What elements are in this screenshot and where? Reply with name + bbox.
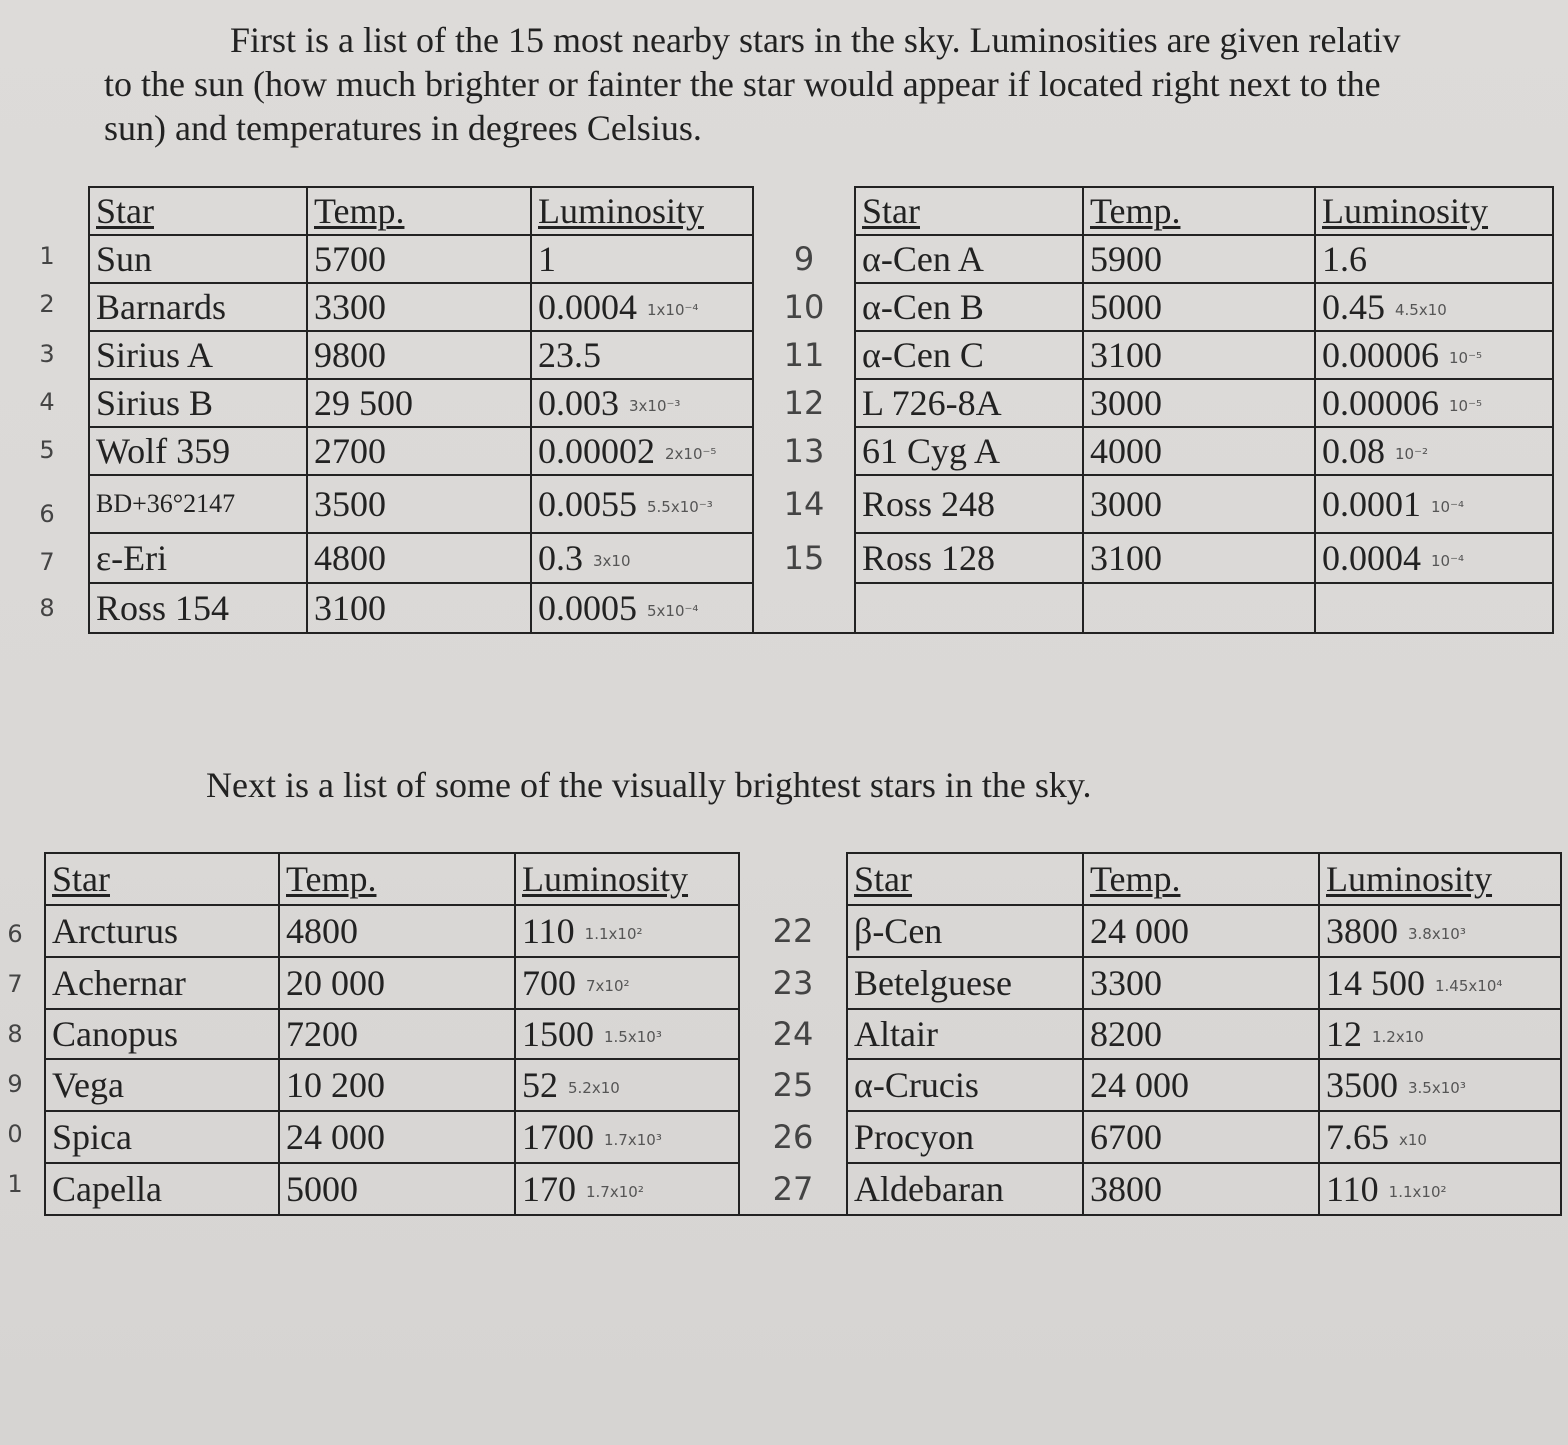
handwritten-note: 1.1x10² <box>1388 1183 1447 1202</box>
header-star: Star <box>89 187 307 235</box>
handwritten-note: 10⁻⁵ <box>1449 349 1483 368</box>
star-name: Barnards <box>89 283 307 331</box>
margin-number: 8 <box>39 594 55 622</box>
handwritten-note: 4.5x10 <box>1395 301 1447 320</box>
handwritten-note: 10⁻⁴ <box>1431 498 1465 517</box>
star-luminosity <box>531 379 753 427</box>
handwritten-note: x10 <box>1399 1131 1427 1150</box>
lum-value: 7.65 <box>1326 1117 1389 1157</box>
row-index: 27 <box>739 1163 847 1215</box>
star-temp: 8200 <box>1083 1009 1319 1059</box>
star-luminosity <box>1315 475 1553 533</box>
star-name: Wolf 359 <box>89 427 307 475</box>
star-temp: 10 200 <box>279 1059 515 1111</box>
handwritten-note: 3.8x10³ <box>1408 925 1466 944</box>
intro-paragraph <box>104 18 1564 150</box>
table-row <box>89 235 1553 283</box>
star-luminosity <box>515 1059 739 1111</box>
index-column-cell <box>753 187 855 235</box>
handwritten-note: 1.5x10³ <box>604 1028 662 1047</box>
row-index: 26 <box>739 1111 847 1163</box>
star-name: Ross 248 <box>855 475 1083 533</box>
star-name: α-Crucis <box>847 1059 1083 1111</box>
table-row <box>45 905 1561 957</box>
header-luminosity: Luminosity <box>1319 853 1561 905</box>
margin-number: 8 <box>7 1020 23 1048</box>
header-star: Star <box>855 187 1083 235</box>
star-name: Altair <box>847 1009 1083 1059</box>
lum-value: 0.00006 <box>1322 383 1439 423</box>
lum-value: 23.5 <box>538 335 601 375</box>
star-temp: 4800 <box>307 533 531 583</box>
star-luminosity <box>531 583 753 633</box>
star-luminosity <box>531 533 753 583</box>
lum-value: 52 <box>522 1065 558 1105</box>
lum-value: 0.00006 <box>1322 335 1439 375</box>
table-row <box>45 957 1561 1009</box>
handwritten-note: 2x10⁻⁵ <box>665 445 717 464</box>
lum-value: 110 <box>522 911 575 951</box>
row-index: 11 <box>753 331 855 379</box>
header-star: Star <box>45 853 279 905</box>
star-temp: 7200 <box>279 1009 515 1059</box>
lum-value: 0.45 <box>1322 287 1385 327</box>
brightest-stars-table <box>44 852 1562 1216</box>
star-luminosity <box>1315 283 1553 331</box>
star-name: Capella <box>45 1163 279 1215</box>
margin-number: 1 <box>7 1170 23 1198</box>
margin-number: 1 <box>39 242 55 270</box>
star-temp: 29 500 <box>307 379 531 427</box>
star-temp: 20 000 <box>279 957 515 1009</box>
table-row <box>45 1163 1561 1215</box>
lum-value: 3800 <box>1326 911 1398 951</box>
lum-value: 1.6 <box>1322 239 1367 279</box>
handwritten-note: 3x10⁻³ <box>629 397 681 416</box>
lum-value: 0.0004 <box>538 287 637 327</box>
lum-value: 170 <box>522 1169 576 1209</box>
handwritten-note: 1.45x10⁴ <box>1435 977 1503 996</box>
row-index: 14 <box>753 475 855 533</box>
star-luminosity <box>1319 905 1561 957</box>
lum-value: 0.0055 <box>538 484 637 524</box>
lum-value: 0.003 <box>538 383 619 423</box>
star-temp: 3100 <box>1083 331 1315 379</box>
star-temp: 5000 <box>1083 283 1315 331</box>
intro-line-2: to the sun (how much brighter or fainter the star would appear if located right next to the <box>104 64 1381 104</box>
star-luminosity <box>1315 331 1553 379</box>
index-column-cell <box>739 853 847 905</box>
lum-value: 14 500 <box>1326 963 1425 1003</box>
header-luminosity: Luminosity <box>1315 187 1553 235</box>
star-temp: 24 000 <box>1083 905 1319 957</box>
intro-line-3: sun) and temperatures in degrees Celsius. <box>104 108 702 148</box>
table-header-row <box>45 853 1561 905</box>
star-luminosity <box>1315 379 1553 427</box>
handwritten-note: 7x10² <box>586 977 630 996</box>
star-temp: 5900 <box>1083 235 1315 283</box>
lum-value: 1 <box>538 239 556 279</box>
star-luminosity <box>1319 957 1561 1009</box>
star-name: ε-Eri <box>89 533 307 583</box>
star-temp: 3500 <box>307 475 531 533</box>
header-temp: Temp. <box>307 187 531 235</box>
star-temp: 4800 <box>279 905 515 957</box>
table-row <box>45 1111 1561 1163</box>
handwritten-note: 1.2x10 <box>1372 1028 1424 1047</box>
table-row <box>89 583 1553 633</box>
star-name: L 726-8A <box>855 379 1083 427</box>
row-index: 10 <box>753 283 855 331</box>
handwritten-note: 5.5x10⁻³ <box>647 498 713 517</box>
star-name: Spica <box>45 1111 279 1163</box>
star-luminosity <box>515 957 739 1009</box>
handwritten-note: 10⁻⁵ <box>1449 397 1483 416</box>
header-temp: Temp. <box>279 853 515 905</box>
star-luminosity <box>531 283 753 331</box>
star-temp: 3100 <box>1083 533 1315 583</box>
lum-value: 1500 <box>522 1014 594 1054</box>
section-subheading: Next is a list of some of the visually brightest stars in the sky. <box>206 765 1092 805</box>
star-luminosity <box>1315 533 1553 583</box>
margin-number: 2 <box>39 290 55 318</box>
nearby-stars-table <box>88 186 1554 634</box>
lum-value: 0.3 <box>538 538 583 578</box>
star-luminosity <box>1315 583 1553 633</box>
star-name: Procyon <box>847 1111 1083 1163</box>
star-luminosity <box>1315 235 1553 283</box>
star-temp: 3800 <box>1083 1163 1319 1215</box>
handwritten-note: 5x10⁻⁴ <box>647 602 699 621</box>
row-index: 25 <box>739 1059 847 1111</box>
margin-number: 9 <box>7 1070 23 1098</box>
row-index: 13 <box>753 427 855 475</box>
star-temp: 5700 <box>307 235 531 283</box>
row-index: 9 <box>753 235 855 283</box>
lum-value: 0.08 <box>1322 431 1385 471</box>
star-temp: 6700 <box>1083 1111 1319 1163</box>
margin-number: 0 <box>7 1120 23 1148</box>
lum-value: 1700 <box>522 1117 594 1157</box>
handwritten-note: 1.7x10³ <box>604 1131 662 1150</box>
table-row <box>89 331 1553 379</box>
star-temp <box>1083 583 1315 633</box>
star-temp: 4000 <box>1083 427 1315 475</box>
table-row <box>89 427 1553 475</box>
star-name: Canopus <box>45 1009 279 1059</box>
header-luminosity: Luminosity <box>515 853 739 905</box>
lum-value: 0.0004 <box>1322 538 1421 578</box>
row-index: 15 <box>753 533 855 583</box>
row-index: 12 <box>753 379 855 427</box>
star-temp: 24 000 <box>279 1111 515 1163</box>
star-luminosity <box>1319 1059 1561 1111</box>
star-name: Sirius B <box>89 379 307 427</box>
star-name: Ross 128 <box>855 533 1083 583</box>
star-temp: 3000 <box>1083 379 1315 427</box>
star-name: Sun <box>89 235 307 283</box>
star-name: Vega <box>45 1059 279 1111</box>
star-name: Arcturus <box>45 905 279 957</box>
star-name: α-Cen C <box>855 331 1083 379</box>
table-row <box>89 475 1553 533</box>
star-name: Ross 154 <box>89 583 307 633</box>
star-name: β-Cen <box>847 905 1083 957</box>
star-name: α-Cen A <box>855 235 1083 283</box>
star-name: α-Cen B <box>855 283 1083 331</box>
margin-number: 7 <box>39 548 55 576</box>
star-name <box>855 583 1083 633</box>
star-name: Aldebaran <box>847 1163 1083 1215</box>
lum-value: 700 <box>522 963 576 1003</box>
row-index: 22 <box>739 905 847 957</box>
star-luminosity <box>1319 1009 1561 1059</box>
table-row <box>45 1009 1561 1059</box>
table-header-row <box>89 187 1553 235</box>
star-luminosity <box>1319 1111 1561 1163</box>
star-luminosity <box>515 1163 739 1215</box>
table-row <box>89 379 1553 427</box>
star-temp: 3300 <box>1083 957 1319 1009</box>
star-temp: 24 000 <box>1083 1059 1319 1111</box>
header-star: Star <box>847 853 1083 905</box>
table-row <box>45 1059 1561 1111</box>
row-index: 23 <box>739 957 847 1009</box>
star-temp: 3300 <box>307 283 531 331</box>
margin-number: 4 <box>39 388 55 416</box>
lum-value: 0.0005 <box>538 588 637 628</box>
star-luminosity <box>1319 1163 1561 1215</box>
margin-number: 3 <box>39 340 55 368</box>
star-luminosity <box>515 1111 739 1163</box>
star-luminosity <box>1315 427 1553 475</box>
handwritten-note: 10⁻⁴ <box>1431 552 1465 571</box>
star-name: Betelguese <box>847 957 1083 1009</box>
header-luminosity: Luminosity <box>531 187 753 235</box>
handwritten-note: 3.5x10³ <box>1408 1079 1466 1098</box>
margin-number: 7 <box>7 970 23 998</box>
handwritten-note: 1.1x10² <box>584 925 643 944</box>
lum-value: 12 <box>1326 1014 1362 1054</box>
intro-line-1: First is a list of the 15 most nearby stars in the sky. Luminosities are given relativ <box>230 20 1401 60</box>
star-name: Sirius A <box>89 331 307 379</box>
star-luminosity <box>531 235 753 283</box>
lum-value: 110 <box>1326 1169 1379 1209</box>
star-luminosity <box>531 331 753 379</box>
handwritten-note: 5.2x10 <box>568 1079 620 1098</box>
row-index <box>753 583 855 633</box>
star-temp: 3100 <box>307 583 531 633</box>
star-luminosity <box>531 475 753 533</box>
star-temp: 3000 <box>1083 475 1315 533</box>
star-temp: 9800 <box>307 331 531 379</box>
star-luminosity <box>515 905 739 957</box>
handwritten-note: 10⁻² <box>1395 445 1429 464</box>
star-luminosity <box>515 1009 739 1059</box>
margin-number: 5 <box>39 436 55 464</box>
star-name: Achernar <box>45 957 279 1009</box>
row-index: 24 <box>739 1009 847 1059</box>
star-luminosity <box>531 427 753 475</box>
header-temp: Temp. <box>1083 853 1319 905</box>
lum-value: 3500 <box>1326 1065 1398 1105</box>
lum-value: 0.00002 <box>538 431 655 471</box>
star-name: BD+36°2147 <box>89 475 307 533</box>
star-name: 61 Cyg A <box>855 427 1083 475</box>
margin-number: 6 <box>39 500 55 528</box>
handwritten-note: 1.7x10² <box>586 1183 644 1202</box>
table-row <box>89 533 1553 583</box>
lum-value: 0.0001 <box>1322 484 1421 524</box>
header-temp: Temp. <box>1083 187 1315 235</box>
handwritten-note: 3x10 <box>593 552 631 571</box>
star-temp: 2700 <box>307 427 531 475</box>
handwritten-note: 1x10⁻⁴ <box>647 301 699 320</box>
table-row <box>89 283 1553 331</box>
star-temp: 5000 <box>279 1163 515 1215</box>
margin-number: 6 <box>7 920 23 948</box>
